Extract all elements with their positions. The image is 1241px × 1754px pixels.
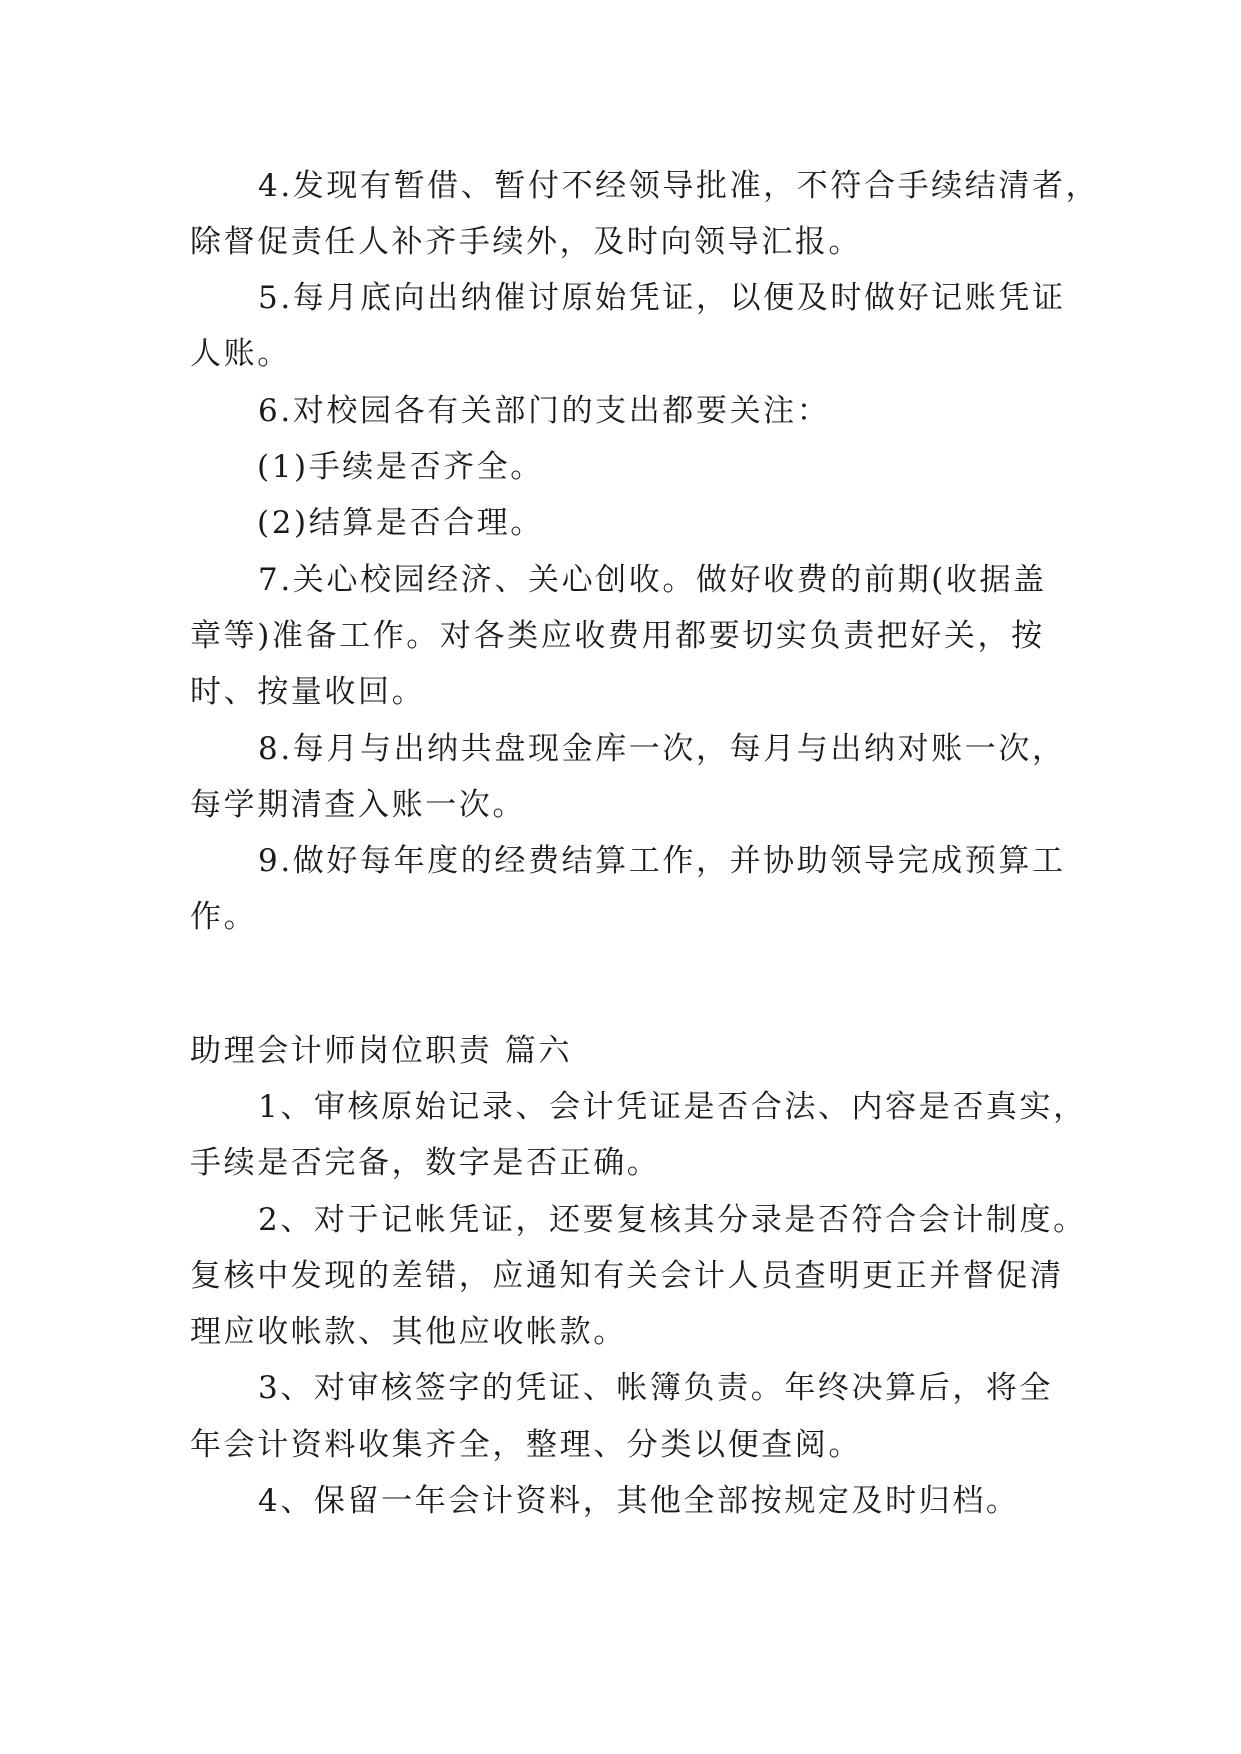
section-heading: 助理会计师岗位职责 篇六 — [190, 1033, 573, 1069]
paragraph-line: 4、保留一年会计资料，其他全部按规定及时归档。 — [258, 1483, 1020, 1519]
paragraph-line: 3、对审核签字的凭证、帐簿负责。年终决算后，将全 — [258, 1370, 1054, 1406]
paragraph-line: 4.发现有暂借、暂付不经领导批准，不符合手续结清者， — [258, 168, 1100, 204]
paragraph-line: 7.关心校园经济、关心创收。做好收费的前期(收据盖 — [258, 562, 1047, 598]
paragraph-line: 6.对校园各有关部门的支出都要关注： — [258, 393, 831, 429]
paragraph-line: 年会计资料收集齐全，整理、分类以便查阅。 — [190, 1427, 862, 1463]
paragraph-line: 复核中发现的差错，应通知有关会计人员查明更正并督促清 — [190, 1258, 1064, 1294]
paragraph-line: 手续是否完备，数字是否正确。 — [190, 1145, 661, 1181]
paragraph-line: 每学期清查入账一次。 — [190, 787, 526, 823]
paragraph-line: 作。 — [190, 899, 258, 935]
list-item: (2)结算是否合理。 — [257, 505, 544, 541]
paragraph-line: 1、审核原始记录、会计凭证是否合法、内容是否真实， — [258, 1089, 1087, 1125]
paragraph-line: 8.每月与出纳共盘现金库一次，每月与出纳对账一次， — [258, 731, 1066, 767]
paragraph-line: 章等)准备工作。对各类应收费用都要切实负责把好关，按 — [190, 618, 1045, 654]
paragraph-line: 2、对于记帐凭证，还要复核其分录是否符合会计制度。 — [258, 1202, 1087, 1238]
paragraph-line: 理应收帐款、其他应收帐款。 — [190, 1314, 627, 1350]
paragraph-line: 5.每月底向出纳催讨原始凭证，以便及时做好记账凭证 — [258, 280, 1066, 316]
paragraph-line: 除督促责任人补齐手续外，及时向领导汇报。 — [190, 224, 862, 260]
paragraph-line: 时、按量收回。 — [190, 674, 426, 710]
list-item: (1)手续是否齐全。 — [257, 449, 544, 485]
paragraph-line: 9.做好每年度的经费结算工作，并协助领导完成预算工 — [258, 843, 1066, 879]
paragraph-line: 人账。 — [190, 336, 291, 372]
